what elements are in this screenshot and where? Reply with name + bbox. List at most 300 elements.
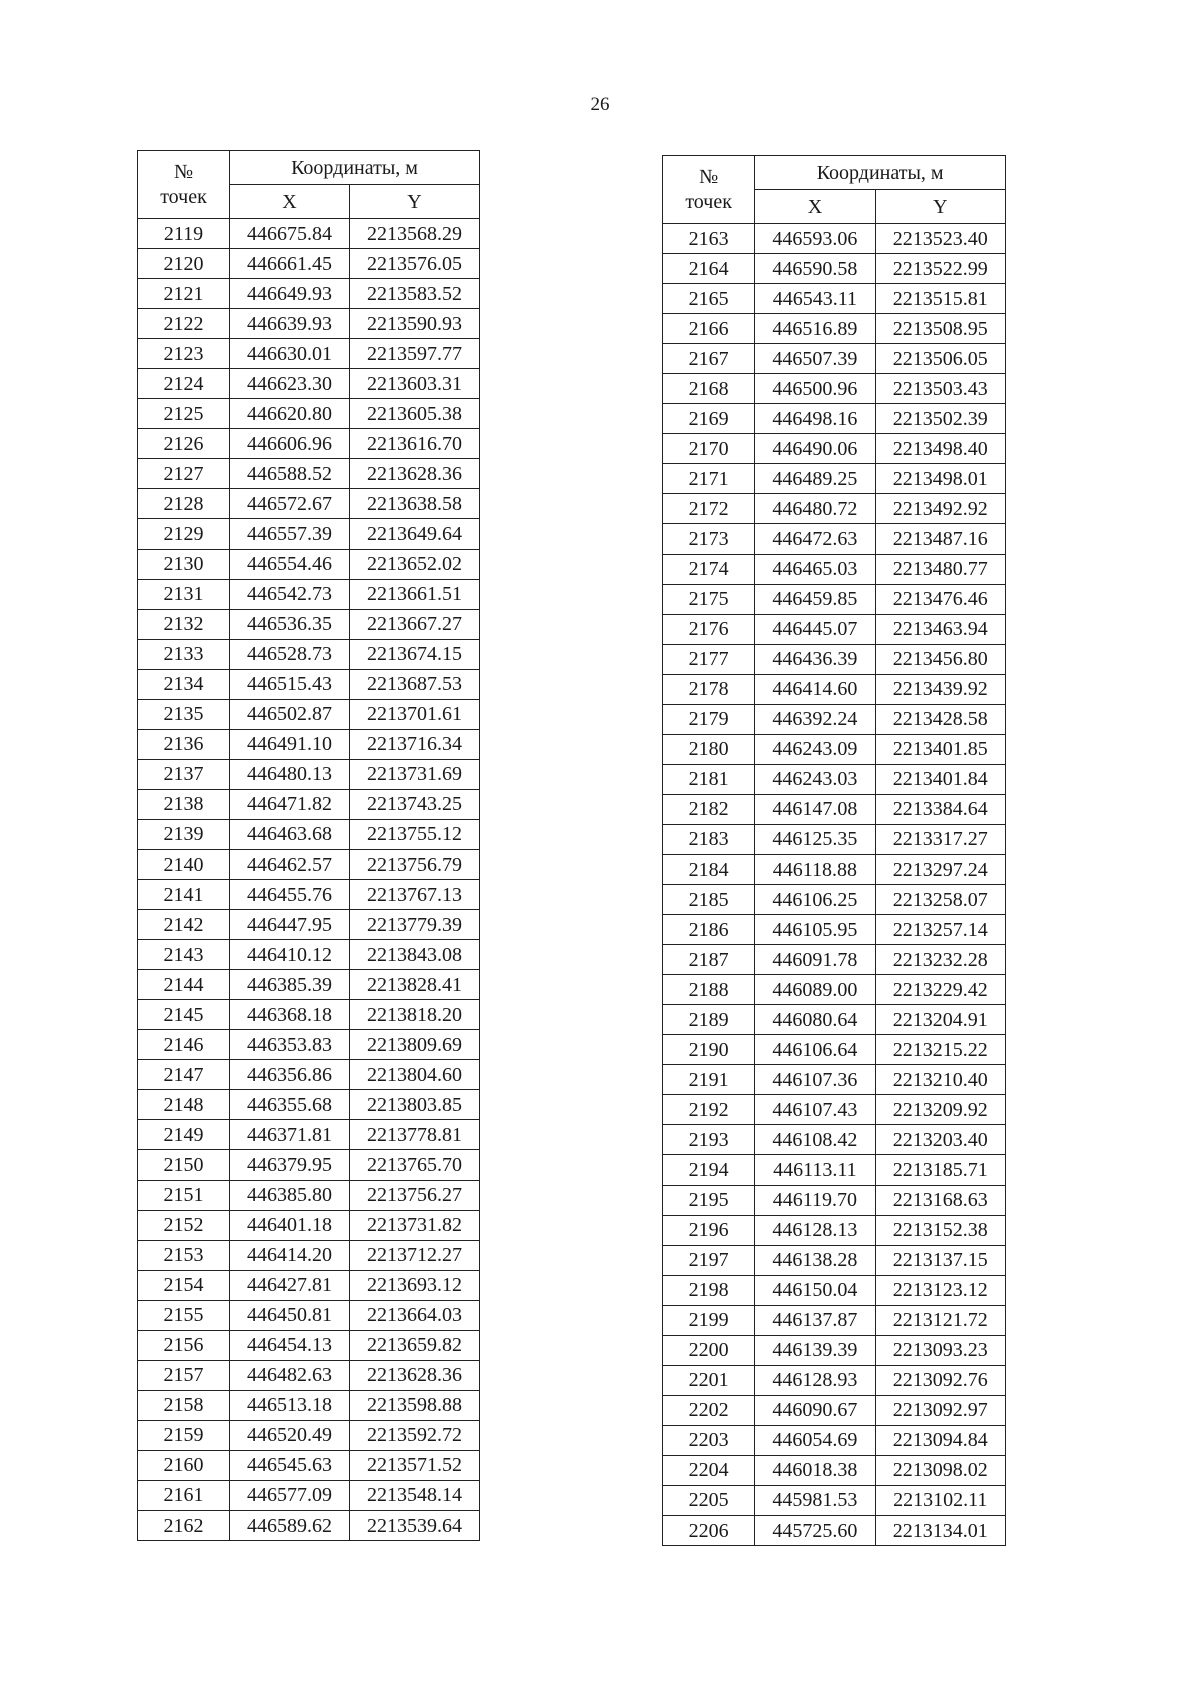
table-row <box>138 339 480 369</box>
x-column-header: X <box>755 190 875 224</box>
y-coordinate-cell: 2213102.11 <box>875 1485 1005 1515</box>
x-coordinate-cell: 446379.95 <box>230 1150 350 1180</box>
point-number-cell: 2199 <box>663 1305 755 1335</box>
point-number-cell: 2126 <box>138 429 230 459</box>
point-number-cell: 2202 <box>663 1395 755 1425</box>
table-row <box>138 789 480 819</box>
x-coordinate-cell: 446542.73 <box>230 579 350 609</box>
point-number-cell: 2127 <box>138 459 230 489</box>
point-number-cell: 2181 <box>663 764 755 794</box>
table-row <box>138 1090 480 1120</box>
table-row <box>138 249 480 279</box>
y-coordinate-cell: 2213576.05 <box>350 249 480 279</box>
point-number-cell: 2159 <box>138 1420 230 1450</box>
table-row <box>663 524 1006 554</box>
point-number-cell: 2147 <box>138 1060 230 1090</box>
x-coordinate-cell: 446589.62 <box>230 1511 350 1541</box>
y-coordinate-cell: 2213258.07 <box>875 885 1005 915</box>
x-coordinate-cell: 446661.45 <box>230 249 350 279</box>
x-coordinate-cell: 446119.70 <box>755 1185 875 1215</box>
point-number-cell: 2184 <box>663 854 755 884</box>
x-coordinate-cell: 446353.83 <box>230 1030 350 1060</box>
y-coordinate-cell: 2213093.23 <box>875 1335 1005 1365</box>
point-number-cell: 2122 <box>138 309 230 339</box>
y-coordinate-cell: 2213522.99 <box>875 254 1005 284</box>
table-row <box>663 1365 1006 1395</box>
table-row <box>138 1330 480 1360</box>
table-row <box>663 734 1006 764</box>
y-coordinate-cell: 2213428.58 <box>875 704 1005 734</box>
x-coordinate-cell: 446572.67 <box>230 489 350 519</box>
y-coordinate-cell: 2213123.12 <box>875 1275 1005 1305</box>
table-row <box>663 1425 1006 1455</box>
y-coordinate-cell: 2213743.25 <box>350 789 480 819</box>
table-row <box>663 1516 1006 1546</box>
table-row <box>663 1335 1006 1365</box>
table-row <box>138 1240 480 1270</box>
x-coordinate-cell: 446515.43 <box>230 669 350 699</box>
x-coordinate-cell: 446482.63 <box>230 1360 350 1390</box>
point-number-cell: 2135 <box>138 699 230 729</box>
point-number-cell: 2156 <box>138 1330 230 1360</box>
x-coordinate-cell: 446385.80 <box>230 1180 350 1210</box>
point-number-cell: 2149 <box>138 1120 230 1150</box>
point-number-cell: 2191 <box>663 1065 755 1095</box>
x-coordinate-cell: 446620.80 <box>230 399 350 429</box>
table-row <box>663 464 1006 494</box>
table-row <box>663 584 1006 614</box>
x-coordinate-cell: 446498.16 <box>755 404 875 434</box>
table-row <box>138 1030 480 1060</box>
table-row <box>663 1395 1006 1425</box>
table-row <box>663 404 1006 434</box>
table-row <box>138 639 480 669</box>
point-number-cell: 2166 <box>663 314 755 344</box>
point-number-cell: 2162 <box>138 1511 230 1541</box>
table-row <box>138 1390 480 1420</box>
x-coordinate-cell: 446536.35 <box>230 609 350 639</box>
y-coordinate-cell: 2213756.27 <box>350 1180 480 1210</box>
point-number-cell: 2139 <box>138 819 230 849</box>
x-coordinate-cell: 446557.39 <box>230 519 350 549</box>
y-coordinate-cell: 2213638.58 <box>350 489 480 519</box>
x-column-header: X <box>230 185 350 219</box>
table-row <box>138 429 480 459</box>
y-coordinate-cell: 2213229.42 <box>875 975 1005 1005</box>
x-coordinate-cell: 446436.39 <box>755 644 875 674</box>
table-row <box>138 759 480 789</box>
table-row <box>663 494 1006 524</box>
x-coordinate-cell: 446147.08 <box>755 794 875 824</box>
table-row <box>663 945 1006 975</box>
point-number-cell: 2150 <box>138 1150 230 1180</box>
x-coordinate-cell: 446355.68 <box>230 1090 350 1120</box>
y-coordinate-cell: 2213548.14 <box>350 1480 480 1510</box>
y-coordinate-cell: 2213712.27 <box>350 1240 480 1270</box>
x-coordinate-cell: 446462.57 <box>230 849 350 879</box>
x-coordinate-cell: 446520.49 <box>230 1420 350 1450</box>
table-row <box>663 1035 1006 1065</box>
y-coordinate-cell: 2213778.81 <box>350 1120 480 1150</box>
x-coordinate-cell: 446128.13 <box>755 1215 875 1245</box>
point-number-cell: 2121 <box>138 279 230 309</box>
point-number-cell: 2177 <box>663 644 755 674</box>
x-coordinate-cell: 446465.03 <box>755 554 875 584</box>
point-number-cell: 2128 <box>138 489 230 519</box>
y-coordinate-cell: 2213590.93 <box>350 309 480 339</box>
x-coordinate-cell: 446105.95 <box>755 915 875 945</box>
x-coordinate-cell: 446649.93 <box>230 279 350 309</box>
y-coordinate-cell: 2213209.92 <box>875 1095 1005 1125</box>
coordinates-header: Координаты, м <box>755 156 1006 190</box>
y-coordinate-cell: 2213568.29 <box>350 219 480 249</box>
table-row <box>663 1005 1006 1035</box>
point-number-cell: 2194 <box>663 1155 755 1185</box>
table-row <box>138 1180 480 1210</box>
x-coordinate-cell: 446593.06 <box>755 224 875 254</box>
y-coordinate-cell: 2213667.27 <box>350 609 480 639</box>
table-row <box>663 1125 1006 1155</box>
y-coordinate-cell: 2213649.64 <box>350 519 480 549</box>
table-row <box>138 669 480 699</box>
point-number-cell: 2168 <box>663 374 755 404</box>
y-coordinate-cell: 2213664.03 <box>350 1300 480 1330</box>
y-coordinate-cell: 2213605.38 <box>350 399 480 429</box>
x-coordinate-cell: 446054.69 <box>755 1425 875 1455</box>
point-number-header-text: № точек <box>160 160 207 208</box>
y-coordinate-cell: 2213121.72 <box>875 1305 1005 1335</box>
table-row <box>138 399 480 429</box>
table-row <box>138 849 480 879</box>
table-row <box>138 489 480 519</box>
y-coordinate-cell: 2213597.77 <box>350 339 480 369</box>
x-coordinate-cell: 446091.78 <box>755 945 875 975</box>
table-row <box>663 614 1006 644</box>
y-coordinate-cell: 2213652.02 <box>350 549 480 579</box>
y-coordinate-cell: 2213809.69 <box>350 1030 480 1060</box>
point-number-cell: 2189 <box>663 1005 755 1035</box>
x-coordinate-cell: 446414.20 <box>230 1240 350 1270</box>
point-number-cell: 2172 <box>663 494 755 524</box>
point-number-cell: 2151 <box>138 1180 230 1210</box>
point-number-cell: 2158 <box>138 1390 230 1420</box>
y-coordinate-cell: 2213476.46 <box>875 584 1005 614</box>
point-number-cell: 2140 <box>138 849 230 879</box>
table-row <box>138 1270 480 1300</box>
x-coordinate-cell: 446080.64 <box>755 1005 875 1035</box>
y-coordinate-cell: 2213152.38 <box>875 1215 1005 1245</box>
point-number-cell: 2134 <box>138 669 230 699</box>
x-coordinate-cell: 446392.24 <box>755 704 875 734</box>
x-coordinate-cell: 446471.82 <box>230 789 350 819</box>
table-row <box>138 1450 480 1480</box>
table-row <box>138 519 480 549</box>
point-number-cell: 2204 <box>663 1455 755 1485</box>
point-number-cell: 2176 <box>663 614 755 644</box>
point-number-cell: 2205 <box>663 1485 755 1515</box>
point-number-cell: 2163 <box>663 224 755 254</box>
y-coordinate-cell: 2213767.13 <box>350 880 480 910</box>
table-row <box>663 824 1006 854</box>
y-coordinate-cell: 2213134.01 <box>875 1516 1005 1546</box>
y-coordinate-cell: 2213571.52 <box>350 1450 480 1480</box>
x-coordinate-cell: 446450.81 <box>230 1300 350 1330</box>
x-coordinate-cell: 446410.12 <box>230 940 350 970</box>
point-number-cell: 2148 <box>138 1090 230 1120</box>
x-coordinate-cell: 446623.30 <box>230 369 350 399</box>
table-row <box>663 1065 1006 1095</box>
point-number-cell: 2129 <box>138 519 230 549</box>
x-coordinate-cell: 446447.95 <box>230 910 350 940</box>
point-number-cell: 2119 <box>138 219 230 249</box>
x-coordinate-cell: 446089.00 <box>755 975 875 1005</box>
point-number-cell: 2187 <box>663 945 755 975</box>
y-coordinate-cell: 2213502.39 <box>875 404 1005 434</box>
y-coordinate-cell: 2213687.53 <box>350 669 480 699</box>
table-row <box>138 1060 480 1090</box>
table-row <box>138 910 480 940</box>
x-coordinate-cell: 446371.81 <box>230 1120 350 1150</box>
table-row <box>138 1120 480 1150</box>
y-coordinate-cell: 2213765.70 <box>350 1150 480 1180</box>
x-coordinate-cell: 446463.68 <box>230 819 350 849</box>
y-coordinate-cell: 2213731.82 <box>350 1210 480 1240</box>
table-body-left <box>138 219 480 1541</box>
y-coordinate-cell: 2213818.20 <box>350 1000 480 1030</box>
point-number-cell: 2193 <box>663 1125 755 1155</box>
x-coordinate-cell: 446590.58 <box>755 254 875 284</box>
table-row <box>138 309 480 339</box>
x-coordinate-cell: 446128.93 <box>755 1365 875 1395</box>
table-row <box>663 1455 1006 1485</box>
table-row <box>663 1305 1006 1335</box>
y-coordinate-cell: 2213203.40 <box>875 1125 1005 1155</box>
x-coordinate-cell: 446356.86 <box>230 1060 350 1090</box>
point-number-cell: 2144 <box>138 970 230 1000</box>
y-column-header: Y <box>875 190 1005 224</box>
point-number-cell: 2206 <box>663 1516 755 1546</box>
point-number-cell: 2186 <box>663 915 755 945</box>
x-coordinate-cell: 446150.04 <box>755 1275 875 1305</box>
y-coordinate-cell: 2213598.88 <box>350 1390 480 1420</box>
table-row <box>138 219 480 249</box>
point-number-cell: 2201 <box>663 1365 755 1395</box>
x-coordinate-cell: 446639.93 <box>230 309 350 339</box>
table-row <box>138 609 480 639</box>
x-coordinate-cell: 446489.25 <box>755 464 875 494</box>
y-coordinate-cell: 2213659.82 <box>350 1330 480 1360</box>
y-coordinate-cell: 2213210.40 <box>875 1065 1005 1095</box>
point-number-cell: 2123 <box>138 339 230 369</box>
point-number-cell: 2175 <box>663 584 755 614</box>
x-coordinate-cell: 446139.39 <box>755 1335 875 1365</box>
x-coordinate-cell: 446125.35 <box>755 824 875 854</box>
point-number-cell: 2192 <box>663 1095 755 1125</box>
point-number-cell: 2138 <box>138 789 230 819</box>
table-row <box>138 729 480 759</box>
x-coordinate-cell: 446107.43 <box>755 1095 875 1125</box>
x-coordinate-cell: 446507.39 <box>755 344 875 374</box>
y-coordinate-cell: 2213506.05 <box>875 344 1005 374</box>
point-number-cell: 2157 <box>138 1360 230 1390</box>
y-coordinate-cell: 2213539.64 <box>350 1511 480 1541</box>
y-coordinate-cell: 2213480.77 <box>875 554 1005 584</box>
point-number-cell: 2188 <box>663 975 755 1005</box>
point-number-cell: 2182 <box>663 794 755 824</box>
x-coordinate-cell: 446490.06 <box>755 434 875 464</box>
y-coordinate-cell: 2213583.52 <box>350 279 480 309</box>
x-coordinate-cell: 446427.81 <box>230 1270 350 1300</box>
x-coordinate-cell: 446459.85 <box>755 584 875 614</box>
y-coordinate-cell: 2213215.22 <box>875 1035 1005 1065</box>
table-row <box>663 1215 1006 1245</box>
x-coordinate-cell: 446243.03 <box>755 764 875 794</box>
y-coordinate-cell: 2213628.36 <box>350 1360 480 1390</box>
x-coordinate-cell: 446243.09 <box>755 734 875 764</box>
x-coordinate-cell: 446472.63 <box>755 524 875 554</box>
point-number-cell: 2203 <box>663 1425 755 1455</box>
point-number-cell: 2190 <box>663 1035 755 1065</box>
y-coordinate-cell: 2213716.34 <box>350 729 480 759</box>
y-coordinate-cell: 2213168.63 <box>875 1185 1005 1215</box>
table-row <box>138 819 480 849</box>
x-coordinate-cell: 446401.18 <box>230 1210 350 1240</box>
point-number-cell: 2198 <box>663 1275 755 1305</box>
point-number-cell: 2179 <box>663 704 755 734</box>
point-number-cell: 2197 <box>663 1245 755 1275</box>
table-row <box>138 369 480 399</box>
point-number-cell: 2200 <box>663 1335 755 1365</box>
table-row <box>138 1150 480 1180</box>
point-number-cell: 2125 <box>138 399 230 429</box>
y-coordinate-cell: 2213384.64 <box>875 794 1005 824</box>
x-coordinate-cell: 445981.53 <box>755 1485 875 1515</box>
y-coordinate-cell: 2213503.43 <box>875 374 1005 404</box>
point-number-cell: 2185 <box>663 885 755 915</box>
table-row <box>663 554 1006 584</box>
x-coordinate-cell: 446491.10 <box>230 729 350 759</box>
table-row <box>663 434 1006 464</box>
point-number-cell: 2130 <box>138 549 230 579</box>
y-coordinate-cell: 2213092.97 <box>875 1395 1005 1425</box>
table-row <box>663 374 1006 404</box>
table-row <box>138 970 480 1000</box>
y-coordinate-cell: 2213401.85 <box>875 734 1005 764</box>
table-row <box>663 915 1006 945</box>
x-coordinate-cell: 446455.76 <box>230 880 350 910</box>
table-row <box>663 1245 1006 1275</box>
point-number-cell: 2143 <box>138 940 230 970</box>
point-number-cell: 2171 <box>663 464 755 494</box>
point-number-header-text: № точек <box>685 165 732 213</box>
table-row <box>663 344 1006 374</box>
x-coordinate-cell: 446502.87 <box>230 699 350 729</box>
coordinates-table-left <box>137 150 480 1541</box>
y-coordinate-cell: 2213492.92 <box>875 494 1005 524</box>
x-coordinate-cell: 446606.96 <box>230 429 350 459</box>
table-row <box>663 284 1006 314</box>
y-coordinate-cell: 2213843.08 <box>350 940 480 970</box>
y-coordinate-cell: 2213257.14 <box>875 915 1005 945</box>
point-number-cell: 2167 <box>663 344 755 374</box>
point-number-cell: 2174 <box>663 554 755 584</box>
x-coordinate-cell: 446113.11 <box>755 1155 875 1185</box>
y-coordinate-cell: 2213297.24 <box>875 854 1005 884</box>
x-coordinate-cell: 446500.96 <box>755 374 875 404</box>
y-coordinate-cell: 2213755.12 <box>350 819 480 849</box>
x-coordinate-cell: 446137.87 <box>755 1305 875 1335</box>
x-coordinate-cell: 446107.36 <box>755 1065 875 1095</box>
y-coordinate-cell: 2213137.15 <box>875 1245 1005 1275</box>
x-coordinate-cell: 446385.39 <box>230 970 350 1000</box>
x-coordinate-cell: 446368.18 <box>230 1000 350 1030</box>
y-coordinate-cell: 2213094.84 <box>875 1425 1005 1455</box>
point-number-cell: 2160 <box>138 1450 230 1480</box>
table-row <box>663 1155 1006 1185</box>
point-number-cell: 2120 <box>138 249 230 279</box>
point-number-cell: 2178 <box>663 674 755 704</box>
x-coordinate-cell: 446445.07 <box>755 614 875 644</box>
point-number-cell: 2133 <box>138 639 230 669</box>
x-coordinate-cell: 446106.25 <box>755 885 875 915</box>
table-row <box>663 794 1006 824</box>
x-coordinate-cell: 446454.13 <box>230 1330 350 1360</box>
x-coordinate-cell: 446545.63 <box>230 1450 350 1480</box>
x-coordinate-cell: 446414.60 <box>755 674 875 704</box>
point-number-cell: 2153 <box>138 1240 230 1270</box>
point-number-cell: 2170 <box>663 434 755 464</box>
x-coordinate-cell: 446516.89 <box>755 314 875 344</box>
x-coordinate-cell: 446106.64 <box>755 1035 875 1065</box>
x-coordinate-cell: 446480.72 <box>755 494 875 524</box>
y-coordinate-cell: 2213317.27 <box>875 824 1005 854</box>
table-row <box>663 854 1006 884</box>
y-coordinate-cell: 2213803.85 <box>350 1090 480 1120</box>
table-row <box>663 1095 1006 1125</box>
point-number-cell: 2124 <box>138 369 230 399</box>
x-coordinate-cell: 446513.18 <box>230 1390 350 1420</box>
point-number-cell: 2154 <box>138 1270 230 1300</box>
y-coordinate-cell: 2213401.84 <box>875 764 1005 794</box>
table-row <box>138 549 480 579</box>
y-coordinate-cell: 2213456.80 <box>875 644 1005 674</box>
x-coordinate-cell: 446630.01 <box>230 339 350 369</box>
point-number-cell: 2142 <box>138 910 230 940</box>
table-row <box>138 699 480 729</box>
table-row <box>663 674 1006 704</box>
y-coordinate-cell: 2213661.51 <box>350 579 480 609</box>
point-number-cell: 2196 <box>663 1215 755 1245</box>
x-coordinate-cell: 446138.28 <box>755 1245 875 1275</box>
table-row <box>663 1185 1006 1215</box>
x-coordinate-cell: 446577.09 <box>230 1480 350 1510</box>
point-number-cell: 2152 <box>138 1210 230 1240</box>
y-coordinate-cell: 2213628.36 <box>350 459 480 489</box>
y-coordinate-cell: 2213098.02 <box>875 1455 1005 1485</box>
x-coordinate-cell: 446090.67 <box>755 1395 875 1425</box>
point-number-cell: 2183 <box>663 824 755 854</box>
table-row <box>138 279 480 309</box>
point-number-cell: 2155 <box>138 1300 230 1330</box>
table-row <box>663 764 1006 794</box>
table-row <box>138 1360 480 1390</box>
x-coordinate-cell: 446018.38 <box>755 1455 875 1485</box>
y-coordinate-cell: 2213508.95 <box>875 314 1005 344</box>
point-number-cell: 2141 <box>138 880 230 910</box>
table-row <box>663 1485 1006 1515</box>
table-row <box>138 940 480 970</box>
coordinates-header: Координаты, м <box>230 151 480 185</box>
